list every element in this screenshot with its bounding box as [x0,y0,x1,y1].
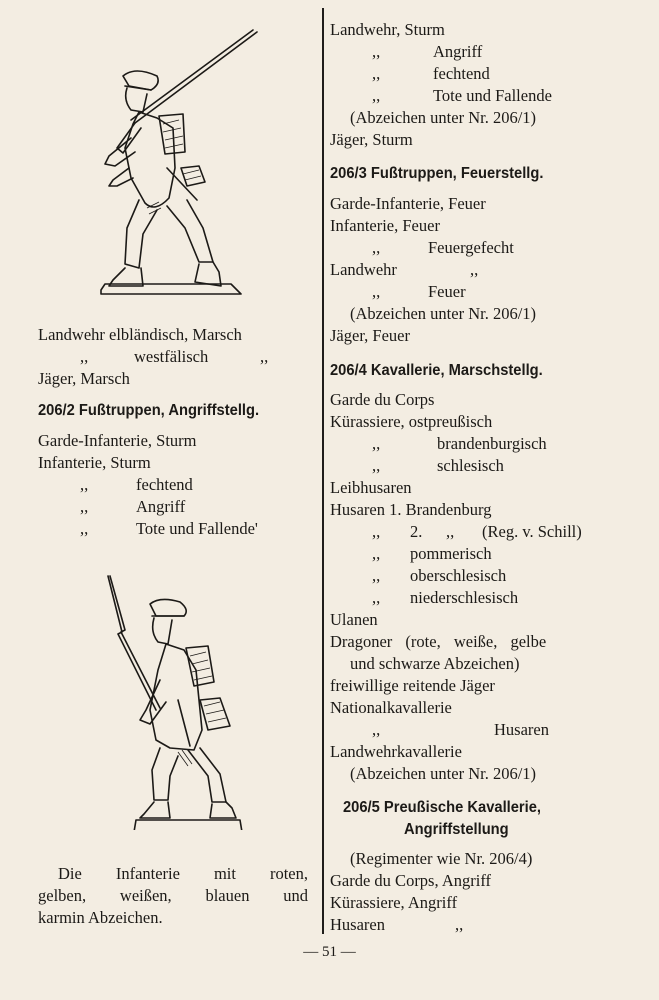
list-item: Dragoner (rote, weiße, gelbe [330,632,547,651]
list-item: Angriff [433,42,483,61]
ditto-mark: ,, [372,544,381,563]
ditto-mark: ,, [372,434,381,453]
list-item: brandenburgisch [437,434,547,453]
section-heading-206-3: 206/3 Fußtruppen, Feuerstellg. [330,165,544,182]
list-item: Angriff [136,497,186,516]
list-item: 2. [410,522,423,541]
list-item: Infanterie, Sturm [38,453,151,472]
badge-note: (Abzeichen unter Nr. 206/1) [350,108,537,127]
ditto-mark: ,, [372,86,381,105]
list-item: Garde du Corps [330,390,435,409]
list-item: Infanterie, Feuer [330,216,440,235]
list-item: Ulanen [330,610,378,629]
ditto-mark: ,, [260,347,269,366]
list-item: freiwillige reitende Jäger [330,676,495,695]
list-item: schlesisch [437,456,504,475]
list-item: Feuer [428,282,466,301]
caption-line: westfälisch [134,347,209,366]
column-divider [322,8,324,934]
list-item: Husaren 1. Brandenburg [330,500,492,519]
ditto-mark: ,, [372,588,381,607]
list-item: niederschlesisch [410,588,519,607]
list-item: Feuergefecht [428,238,514,257]
list-item: Kürassiere, ostpreußisch [330,412,493,431]
ditto-mark: ,, [80,347,89,366]
badge-note: (Abzeichen unter Nr. 206/1) [350,304,537,323]
ditto-mark: ,, [372,282,381,301]
ditto-mark: ,, [455,915,464,934]
ditto-mark: ,, [372,720,381,739]
section-heading-206-2: 206/2 Fußtruppen, Angriffstellg. [38,402,260,419]
ditto-mark: ,, [80,497,89,516]
list-item: fechtend [433,64,490,83]
list-item: oberschlesisch [410,566,507,585]
section-heading-206-5: 206/5 Preußische Kavallerie, [343,799,542,816]
soldier-marching-illustration [95,28,265,303]
list-item: Husaren [330,915,385,934]
badge-note: (Abzeichen unter Nr. 206/1) [350,764,537,783]
list-item: Nationalkavallerie [330,698,452,717]
ditto-mark: ,, [372,238,381,257]
list-item: Leibhusaren [330,478,412,497]
list-item: (Reg. v. Schill) [482,522,582,541]
list-item: Landwehr [330,260,397,279]
section-heading-206-4: 206/4 Kavallerie, Marschstellg. [330,362,543,379]
list-item: pommerisch [410,544,492,563]
ditto-mark: ,, [372,456,381,475]
ditto-mark: ,, [470,260,479,279]
list-item: Tote und Fallende [433,86,552,105]
ditto-mark: ,, [372,522,381,541]
soldier-bayonet-illustration [100,570,260,830]
caption-line: Jäger, Marsch [38,369,130,388]
list-item: Jäger, Feuer [330,326,410,345]
ditto-mark: ,, [80,519,89,538]
caption-line: Landwehr elbländisch, Marsch [38,325,242,344]
list-item: und schwarze Abzeichen) [350,654,520,673]
list-item: Landwehr, Sturm [330,20,445,39]
ditto-mark: ,, [80,475,89,494]
section-heading-206-5-cont: Angriffstellung [404,821,509,838]
note-line: Die Infanterie mit roten, [58,864,308,883]
list-item: Garde du Corps, Angriff [330,871,492,890]
note-line: karmin Abzeichen. [38,908,163,927]
ditto-mark: ,, [446,522,455,541]
list-item: Garde-Infanterie, Sturm [38,431,197,450]
list-item: Garde-Infanterie, Feuer [330,194,486,213]
list-item: Husaren [494,720,549,739]
note-line: gelben, weißen, blauen und [38,886,308,905]
page-number: — 51 — [303,944,356,960]
list-item: (Regimenter wie Nr. 206/4) [350,849,533,868]
ditto-mark: ,, [372,64,381,83]
ditto-mark: ,, [372,566,381,585]
list-item: Jäger, Sturm [330,130,413,149]
infantry-note [38,863,308,929]
list-item: Landwehrkavallerie [330,742,462,761]
list-item: fechtend [136,475,193,494]
ditto-mark: ,, [372,42,381,61]
list-item: Tote und Fallende' [136,519,258,538]
list-item: Kürassiere, Angriff [330,893,458,912]
